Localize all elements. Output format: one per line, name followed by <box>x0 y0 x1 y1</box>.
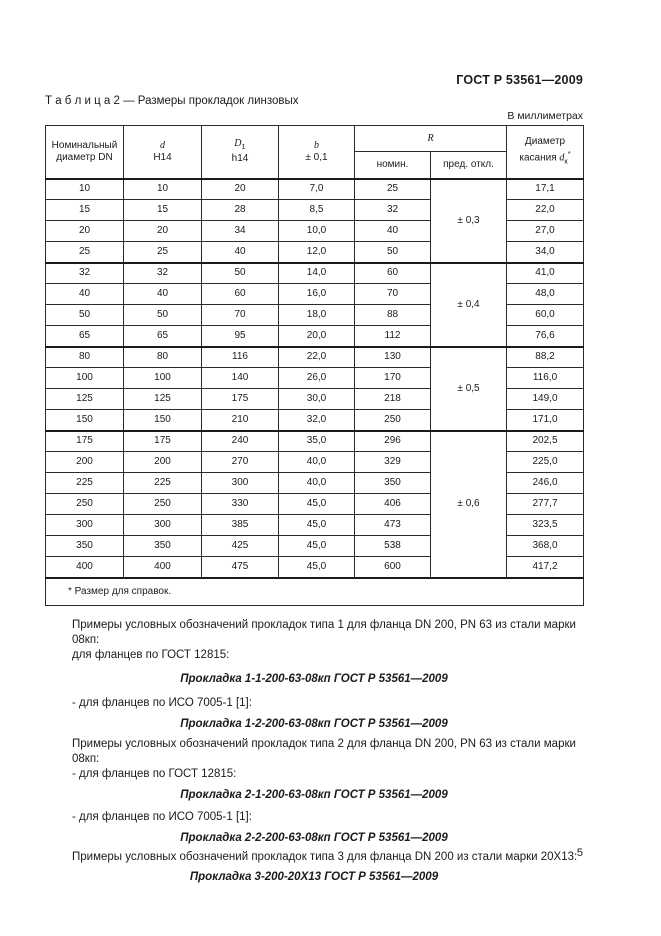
cell-d: 80 <box>124 347 202 368</box>
cell-dn: 175 <box>46 431 124 452</box>
cell-b: 40,0 <box>279 452 355 473</box>
cell-dn: 400 <box>46 557 124 578</box>
paragraph-line: Примеры условных обозначений прокладок типа 3 для фланца DN 200 из стали марки 20Х13: <box>72 851 578 863</box>
cell-b: 30,0 <box>279 389 355 410</box>
cell-r-nominal: 40 <box>355 221 431 242</box>
cell-r-nominal: 25 <box>355 179 431 200</box>
cell-dn: 80 <box>46 347 124 368</box>
cell-b: 14,0 <box>279 263 355 284</box>
dimensions-table <box>45 125 584 606</box>
example-paragraph <box>45 696 583 711</box>
paragraph-line: для фланцев по ГОСТ 12815: <box>72 649 230 661</box>
cell-dn: 20 <box>46 221 124 242</box>
cell-r-nominal: 296 <box>355 431 431 452</box>
table-footnote: * Размер для справок. <box>46 578 584 606</box>
d-symbol: d <box>160 139 165 151</box>
cell-dk: 17,1 <box>507 179 584 200</box>
cell-dk: 246,0 <box>507 473 584 494</box>
cell-dn: 50 <box>46 305 124 326</box>
cell-d1: 116 <box>202 347 279 368</box>
cell-dk: 149,0 <box>507 389 584 410</box>
cell-r-deviation: ± 0,6 <box>431 431 507 578</box>
cell-r-nominal: 600 <box>355 557 431 578</box>
cell-r-nominal: 329 <box>355 452 431 473</box>
cell-b: 12,0 <box>279 242 355 263</box>
doc-code: ГОСТ Р 53561—2009 <box>456 73 583 87</box>
table-row <box>46 179 584 200</box>
cell-d1: 28 <box>202 200 279 221</box>
cell-r-nominal: 350 <box>355 473 431 494</box>
page-number: 5 <box>576 847 583 859</box>
example-paragraph <box>45 737 583 782</box>
cell-dk: 22,0 <box>507 200 584 221</box>
cell-b: 45,0 <box>279 494 355 515</box>
cell-d1: 140 <box>202 368 279 389</box>
col-header-dn-label: Номинальный диаметр DN <box>51 139 118 163</box>
table-footnote-row <box>46 578 584 606</box>
cell-dk: 417,2 <box>507 557 584 578</box>
cell-dn: 15 <box>46 200 124 221</box>
cell-dn: 200 <box>46 452 124 473</box>
cell-dk: 48,0 <box>507 284 584 305</box>
d-tolerance: H14 <box>153 151 172 163</box>
cell-dk: 323,5 <box>507 515 584 536</box>
cell-d: 40 <box>124 284 202 305</box>
b-symbol: b <box>314 139 319 151</box>
cell-dn: 100 <box>46 368 124 389</box>
cell-dn: 125 <box>46 389 124 410</box>
cell-dn: 225 <box>46 473 124 494</box>
b-tolerance: ± 0,1 <box>305 151 328 163</box>
cell-d1: 330 <box>202 494 279 515</box>
r-symbol: R <box>427 132 434 144</box>
units-note: В миллиметрах <box>507 110 583 122</box>
col-header-r-nominal: номин. <box>355 152 431 179</box>
d1-symbol: D <box>234 138 242 150</box>
cell-b: 40,0 <box>279 473 355 494</box>
designation-line: Прокладка 2-2-200-63-08кп ГОСТ Р 53561—2009 <box>180 832 448 844</box>
col-header-d <box>124 126 202 179</box>
cell-dk: 60,0 <box>507 305 584 326</box>
cell-dk: 277,7 <box>507 494 584 515</box>
cell-r-nominal: 473 <box>355 515 431 536</box>
cell-dn: 25 <box>46 242 124 263</box>
cell-d: 32 <box>124 263 202 284</box>
cell-d1: 425 <box>202 536 279 557</box>
cell-dn: 350 <box>46 536 124 557</box>
cell-dn: 250 <box>46 494 124 515</box>
cell-d1: 270 <box>202 452 279 473</box>
col-header-b <box>279 126 355 179</box>
cell-b: 45,0 <box>279 515 355 536</box>
cell-b: 20,0 <box>279 326 355 347</box>
cell-d: 100 <box>124 368 202 389</box>
cell-dk: 116,0 <box>507 368 584 389</box>
cell-r-nominal: 70 <box>355 284 431 305</box>
cell-d: 300 <box>124 515 202 536</box>
cell-dk: 171,0 <box>507 410 584 431</box>
cell-d1: 70 <box>202 305 279 326</box>
d1-subscript: 1 <box>241 142 246 152</box>
cell-d: 225 <box>124 473 202 494</box>
cell-d1: 385 <box>202 515 279 536</box>
paragraph-line: - для фланцев по ИСО 7005-1 [1]: <box>72 697 252 709</box>
table-caption: Т а б л и ц а 2 — Размеры прокладок линзовых <box>45 95 299 107</box>
cell-dn: 40 <box>46 284 124 305</box>
dk-label-line2: касания $d_к^*$ <box>519 149 571 166</box>
cell-d: 65 <box>124 326 202 347</box>
d1-tolerance: h14 <box>231 153 249 165</box>
cell-d: 50 <box>124 305 202 326</box>
dk-label-line1: Диаметр <box>524 136 566 148</box>
cell-d: 15 <box>124 200 202 221</box>
cell-d: 20 <box>124 221 202 242</box>
designation-line: Прокладка 1-2-200-63-08кп ГОСТ Р 53561—2009 <box>180 718 448 730</box>
cell-d: 150 <box>124 410 202 431</box>
cell-dn: 150 <box>46 410 124 431</box>
cell-d: 175 <box>124 431 202 452</box>
cell-b: 35,0 <box>279 431 355 452</box>
cell-d1: 475 <box>202 557 279 578</box>
cell-dk: 368,0 <box>507 536 584 557</box>
cell-dk: 34,0 <box>507 242 584 263</box>
cell-dk: 225,0 <box>507 452 584 473</box>
cell-d: 350 <box>124 536 202 557</box>
example-paragraph <box>45 618 583 663</box>
cell-dn: 65 <box>46 326 124 347</box>
cell-d1: 40 <box>202 242 279 263</box>
cell-r-nominal: 32 <box>355 200 431 221</box>
example-paragraph <box>45 810 583 825</box>
cell-dn: 300 <box>46 515 124 536</box>
paragraph-line: Примеры условных обозначений прокладок типа 2 для фланца DN 200, PN 63 из стали марки 08кп: <box>72 738 576 765</box>
cell-d1: 240 <box>202 431 279 452</box>
cell-r-nominal: 130 <box>355 347 431 368</box>
cell-dk: 88,2 <box>507 347 584 368</box>
cell-d1: 175 <box>202 389 279 410</box>
cell-dn: 32 <box>46 263 124 284</box>
cell-d: 250 <box>124 494 202 515</box>
cell-r-nominal: 250 <box>355 410 431 431</box>
cell-r-nominal: 50 <box>355 242 431 263</box>
cell-r-nominal: 60 <box>355 263 431 284</box>
cell-r-nominal: 218 <box>355 389 431 410</box>
col-header-r-deviation: пред. откл. <box>431 152 507 179</box>
cell-r-deviation: ± 0,4 <box>431 263 507 347</box>
cell-r-deviation: ± 0,5 <box>431 347 507 431</box>
cell-d1: 300 <box>202 473 279 494</box>
cell-b: 16,0 <box>279 284 355 305</box>
cell-d1: 60 <box>202 284 279 305</box>
designation-line: Прокладка 1-1-200-63-08кп ГОСТ Р 53561—2009 <box>180 673 448 685</box>
col-header-d1 <box>202 126 279 179</box>
cell-dk: 41,0 <box>507 263 584 284</box>
table-row <box>46 431 584 452</box>
cell-r-nominal: 170 <box>355 368 431 389</box>
paragraph-line: Примеры условных обозначений прокладок типа 1 для фланца DN 200, PN 63 из стали марки 08кп: <box>72 619 576 646</box>
cell-d1: 210 <box>202 410 279 431</box>
cell-r-deviation: ± 0,3 <box>431 179 507 263</box>
cell-dk: 76,6 <box>507 326 584 347</box>
col-header-dn <box>46 126 124 179</box>
cell-dk: 202,5 <box>507 431 584 452</box>
cell-b: 32,0 <box>279 410 355 431</box>
cell-r-nominal: 88 <box>355 305 431 326</box>
cell-r-nominal: 538 <box>355 536 431 557</box>
table-header <box>46 126 584 179</box>
cell-b: 45,0 <box>279 536 355 557</box>
col-header-r <box>355 126 507 152</box>
paragraph-line: - для фланцев по ИСО 7005-1 [1]: <box>72 811 252 823</box>
cell-d1: 34 <box>202 221 279 242</box>
cell-b: 7,0 <box>279 179 355 200</box>
table-body <box>46 179 584 606</box>
cell-d: 10 <box>124 179 202 200</box>
cell-b: 45,0 <box>279 557 355 578</box>
cell-b: 26,0 <box>279 368 355 389</box>
examples <box>45 618 583 885</box>
table-row <box>46 347 584 368</box>
cell-d: 200 <box>124 452 202 473</box>
cell-b: 10,0 <box>279 221 355 242</box>
cell-d: 25 <box>124 242 202 263</box>
cell-d1: 20 <box>202 179 279 200</box>
designation-line: Прокладка 3-200-20Х13 ГОСТ Р 53561—2009 <box>189 871 439 883</box>
cell-b: 22,0 <box>279 347 355 368</box>
cell-dk: 27,0 <box>507 221 584 242</box>
paragraph-line: - для фланцев по ГОСТ 12815: <box>72 768 237 780</box>
cell-d: 125 <box>124 389 202 410</box>
cell-b: 18,0 <box>279 305 355 326</box>
designation-line: Прокладка 2-1-200-63-08кп ГОСТ Р 53561—2009 <box>180 789 448 801</box>
cell-r-nominal: 112 <box>355 326 431 347</box>
cell-dn: 10 <box>46 179 124 200</box>
cell-d: 400 <box>124 557 202 578</box>
cell-d1: 95 <box>202 326 279 347</box>
table-row <box>46 263 584 284</box>
cell-d1: 50 <box>202 263 279 284</box>
cell-b: 8,5 <box>279 200 355 221</box>
col-header-dk <box>507 126 584 179</box>
cell-r-nominal: 406 <box>355 494 431 515</box>
